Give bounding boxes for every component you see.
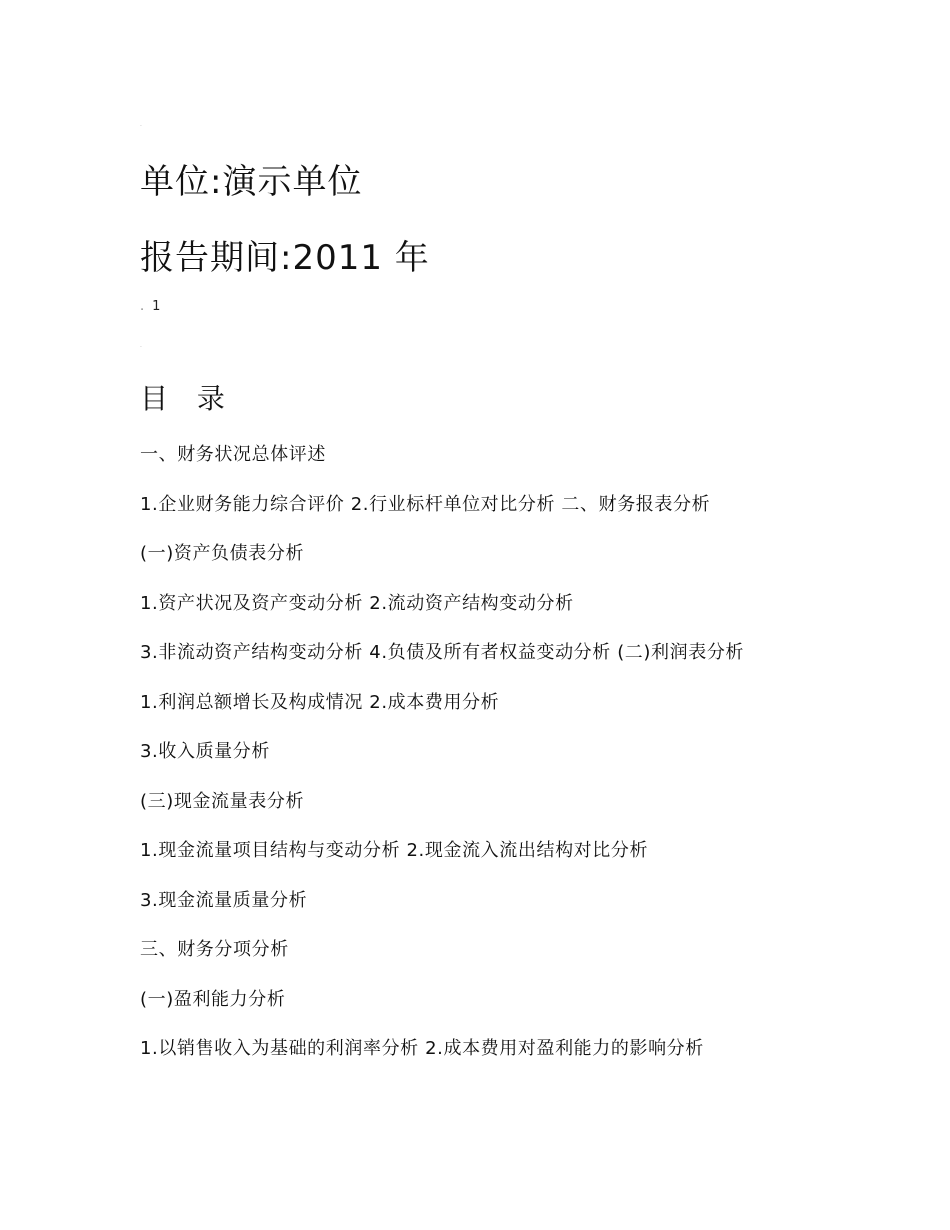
toc-item: 1.利润总额增长及构成情况 2.成本费用分析 — [140, 691, 500, 713]
decorative-dot: · — [140, 123, 142, 130]
toc-title: 目 录 — [140, 382, 235, 415]
toc-item: (三)现金流量表分析 — [140, 790, 305, 812]
toc-item: 3.收入质量分析 — [140, 741, 270, 762]
toc-list — [140, 440, 810, 1084]
toc-item: 一、财务状况总体评述 — [140, 444, 326, 465]
page-number: 1 — [152, 299, 161, 314]
toc-item: 1.资产状况及资产变动分析 2.流动资产结构变动分析 — [140, 592, 574, 614]
toc-item: 1.企业财务能力综合评价 2.行业标杆单位对比分析 二、财务报表分析 — [140, 493, 711, 515]
unit-heading: 单位:演示单位 — [140, 162, 363, 202]
toc-item: 3.现金流量质量分析 — [140, 889, 308, 911]
toc-item: 三、财务分项分析 — [140, 939, 289, 960]
page-marker — [140, 298, 160, 316]
toc-item: (一)资产负债表分析 — [140, 543, 305, 564]
toc-item: 1.现金流量项目结构与变动分析 2.现金流入流出结构对比分析 — [140, 840, 649, 861]
toc-item: 1.以销售收入为基础的利润率分析 2.成本费用对盈利能力的影响分析 — [140, 1038, 704, 1059]
toc-item: (一)盈利能力分析 — [140, 988, 286, 1010]
toc-item: 3.非流动资产结构变动分析 4.负债及所有者权益变动分析 (二)利润表分析 — [140, 642, 745, 663]
period-heading: 报告期间:2011 年 — [140, 238, 430, 278]
page-marker-separator: . — [140, 299, 145, 314]
decorative-dot: · — [140, 344, 142, 351]
